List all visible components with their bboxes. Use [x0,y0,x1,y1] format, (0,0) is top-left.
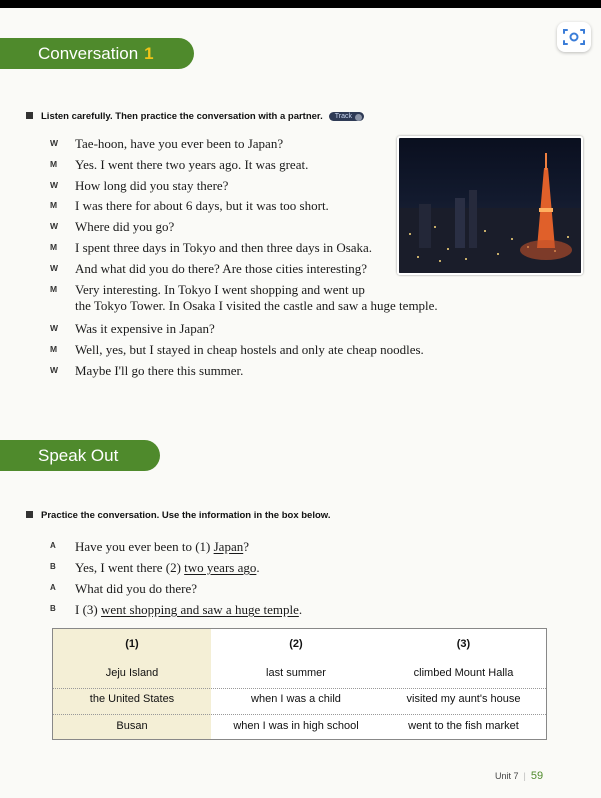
speaker-label: M [50,242,58,252]
speak-out-banner [0,440,160,471]
table-cell: Jeju Island [105,667,159,679]
bullet-icon [26,511,33,518]
dialogue-text: How long did you stay there? [75,178,229,193]
dialogue-text: Well, yes, but I stayed in cheap hostels and only ate cheap noodles. [75,342,424,357]
table-cell: climbed Mount Halla [413,667,514,679]
table-header: (2) [289,638,303,650]
speaker-label: A [50,541,56,550]
speaker-label: W [50,221,59,231]
speaker-label: A [50,583,56,592]
textbook-page [0,8,601,798]
speaker-label: W [50,323,59,333]
conversation-instruction [26,111,364,122]
dialogue-text: And what did you do there? Are those cities interesting? [75,261,368,276]
dialogue-text: I was there for about 6 days, but it was too short. [75,198,329,213]
speaker-label: M [50,200,58,210]
practice-text-pre: What did you do there? [75,581,198,596]
practice-fill: two years ago [184,560,257,575]
table-cell: last summer [266,667,326,679]
conversation-title: Conversation [38,44,139,63]
dialogue-text: Was it expensive in Japan? [75,321,215,336]
practice-text-pre: Have you ever been to (1) [75,539,214,554]
speak-out-title: Speak Out [38,446,119,465]
dialogue-text: Maybe I'll go there this summer. [75,363,244,378]
practice-text-pre: I (3) [75,602,101,617]
dialogue-text: Yes. I went there two years ago. It was great. [75,157,309,172]
speaker-label: B [50,562,56,571]
footer-separator: | [523,771,526,781]
speaker-label: W [50,365,59,375]
dialogue-text-continued: the Tokyo Tower. In Osaka I visited the castle and saw a huge temple. [75,298,438,313]
practice-text [75,560,260,576]
tokyo-night-image [399,138,581,273]
track-audio-button[interactable]: Track [329,112,364,121]
practice-text-pre: Yes, I went there (2) [75,560,185,575]
speak-out-instruction-text: Practice the conversation. Use the information in the box below. [41,510,331,521]
tokyo-tower-icon [520,153,572,260]
dialogue-text: Very interesting. In Tokyo I went shopping and went up [75,282,365,297]
practice-text-post: . [256,560,260,575]
speaker-label: W [50,180,59,190]
speak-out-instruction [26,510,330,521]
speaker-label: M [50,284,58,294]
row-divider [53,688,546,689]
dialogue-text: I spent three days in Tokyo and then three days in Osaka. [75,240,373,255]
practice-text-post: ? [243,539,249,554]
table-cell: when I was in high school [233,720,359,732]
practice-fill: went shopping and saw a huge temple [101,602,299,617]
tokyo-tower-photo [397,136,583,275]
scan-icon[interactable] [557,22,591,52]
table-cell: Busan [116,720,148,732]
page-number: 59 [530,770,544,782]
practice-text [75,581,197,597]
conversation-number: 1 [144,44,154,63]
speaker-label: W [50,263,59,273]
info-table [52,628,547,740]
unit-label: Unit 7 [495,771,519,781]
dialogue-text: Where did you go? [75,219,175,234]
speaker-label: M [50,344,58,354]
table-header: (1) [125,638,139,650]
scan-icon-glyph [557,22,591,52]
table-cell: the United States [89,693,175,705]
dialogue-text: Tae-hoon, have you ever been to Japan? [75,136,284,151]
practice-text [75,602,302,618]
page-footer [495,770,543,782]
speaker-label: B [50,604,56,613]
table-header: (3) [456,638,471,650]
table-cell: went to the fish market [408,720,519,732]
speaker-label: W [50,138,59,148]
bullet-icon [26,112,33,119]
practice-text-post: . [298,602,303,617]
practice-fill: Japan [213,539,244,554]
table-cell: when I was a child [251,693,341,705]
row-divider [53,714,546,715]
speaker-label: M [50,159,58,169]
table-cell: visited my aunt's house [406,693,521,705]
practice-text [75,539,249,555]
conversation-banner [0,38,194,69]
conversation-instruction-text: Listen carefully. Then practice the conversation with a partner. [41,111,323,122]
